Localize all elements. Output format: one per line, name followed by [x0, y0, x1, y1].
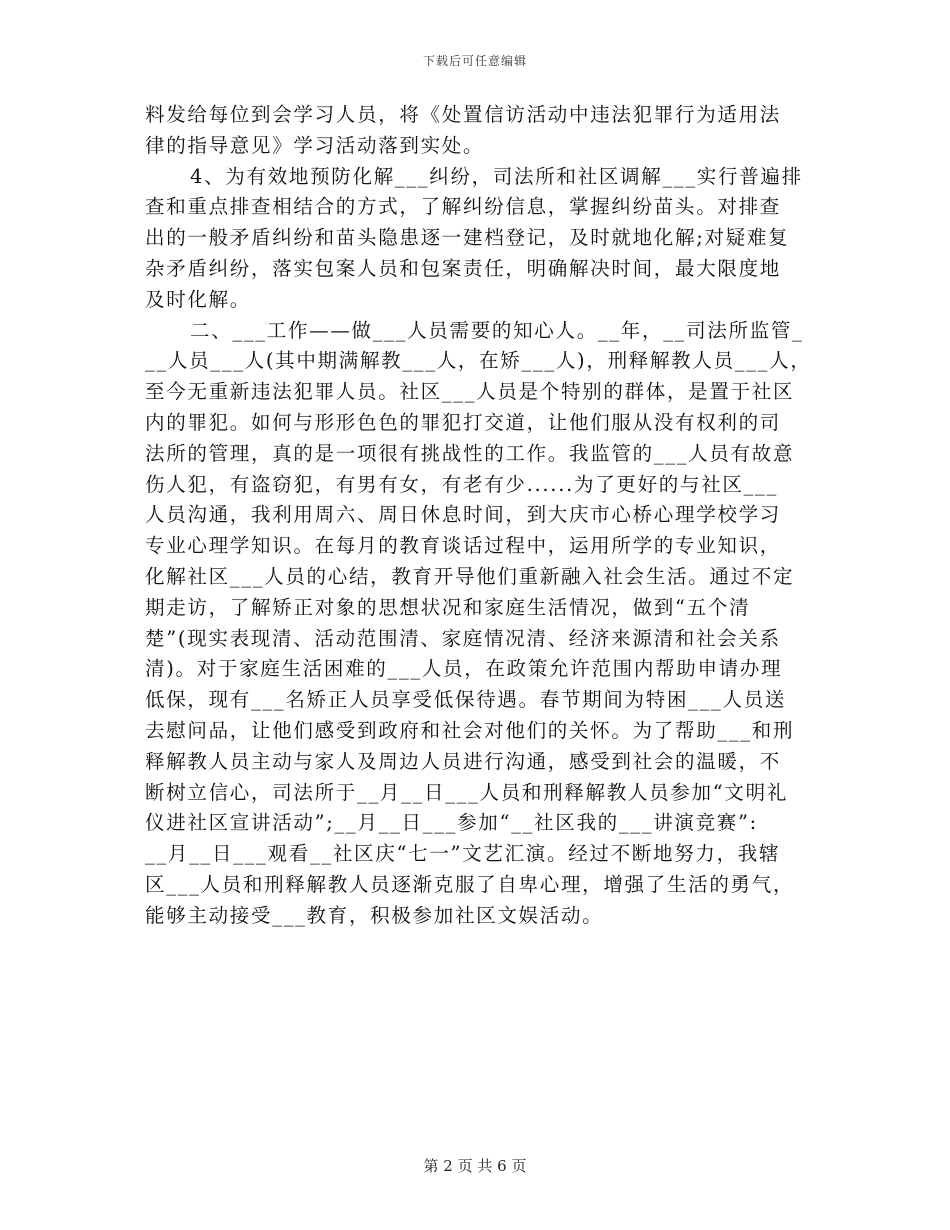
text-line: 楚”(现实表现清、活动范围清、家庭情况清、经济来源清和社会关系: [145, 626, 781, 650]
text-line: 及时化解。: [145, 287, 252, 311]
text-line: 期走访，了解矫正对象的思想状况和家庭生活情况，做到“五个清: [145, 595, 751, 619]
text-line: 能够主动接受___教育，积极参加社区文娱活动。: [145, 903, 604, 927]
text-line: __月__日___观看__社区庆“七一”文艺汇演。经过不断地努力，我辖: [145, 842, 781, 866]
text-line: 内的罪犯。如何与形形色色的罪犯打交道，让他们服从没有权利的司: [145, 410, 782, 434]
text-line: 料发给每位到会学习人员，将《处置信访活动中违法犯罪行为适用法: [145, 103, 782, 126]
text-line: 律的指导意见》学习活动落到实处。: [145, 133, 485, 157]
text-line: 区___人员和刑释解教人员逐渐克服了自卑心理，增强了生活的勇气，: [145, 872, 795, 896]
text-line: 至今无重新违法犯罪人员。社区___人员是个特别的群体，是置于社区: [145, 380, 795, 404]
text-line: 断树立信心，司法所于__月__日___人员和刑释解教人员参加“文明礼: [145, 780, 789, 804]
text-line: 出的一般矛盾纠纷和苗头隐患逐一建档登记，及时就地化解;对疑难复: [145, 226, 790, 250]
text-line: 杂矛盾纠纷，落实包案人员和包案责任，明确解决时间，最大限度地: [145, 256, 782, 280]
text-line: 释解教人员主动与家人及周边人员进行沟通，感受到社会的温暖，不: [145, 749, 782, 773]
page-number: 第 2 页 共 6 页: [423, 1157, 527, 1175]
download-editable-note: 下载后可任意编辑: [422, 54, 527, 68]
text-line: 清)。对于家庭生活困难的___人员，在政策允许范围内帮助申请办理: [145, 657, 783, 681]
paragraph-start-line: 二、___工作——做___人员需要的知心人。__年，__司法所监管_: [190, 318, 804, 342]
document-body: [145, 100, 810, 932]
text-line: 化解社区___人员的心结，教育开导他们重新融入社会生活。通过不定: [145, 564, 795, 588]
text-line: 法所的管理，真的是一项很有挑战性的工作。我监管的___人员有故意: [145, 441, 795, 465]
text-line: 查和重点排查相结合的方式，了解纠纷信息，掌握纠纷苗头。对排查: [145, 195, 782, 219]
paragraph-start-line: 4、为有效地预防化解___纠纷，司法所和社区调解___实行普遍排: [190, 164, 803, 188]
text-line: 去慰问品，让他们感受到政府和社会对他们的关怀。为了帮助___和刑: [145, 718, 795, 742]
text-line: 低保，现有___名矫正人员享受低保待遇。春节期间为特困___人员送: [145, 688, 787, 712]
text-line: 伤人犯，有盗窃犯，有男有女，有老有少......为了更好的与社区___: [145, 472, 778, 496]
text-line: 人员沟通，我利用周六、周日休息时间，到大庆市心桥心理学校学习: [145, 503, 782, 527]
text-line: 仪进社区宣讲活动”;__月__日___参加“__社区我的___讲演竞赛”:: [145, 811, 758, 835]
text-line: __人员___人(其中期满解教___人，在矫___人)，刑释解教人员___人，: [145, 349, 812, 373]
text-line: 专业心理学知识。在每月的教育谈话过程中，运用所学的专业知识，: [145, 534, 782, 558]
